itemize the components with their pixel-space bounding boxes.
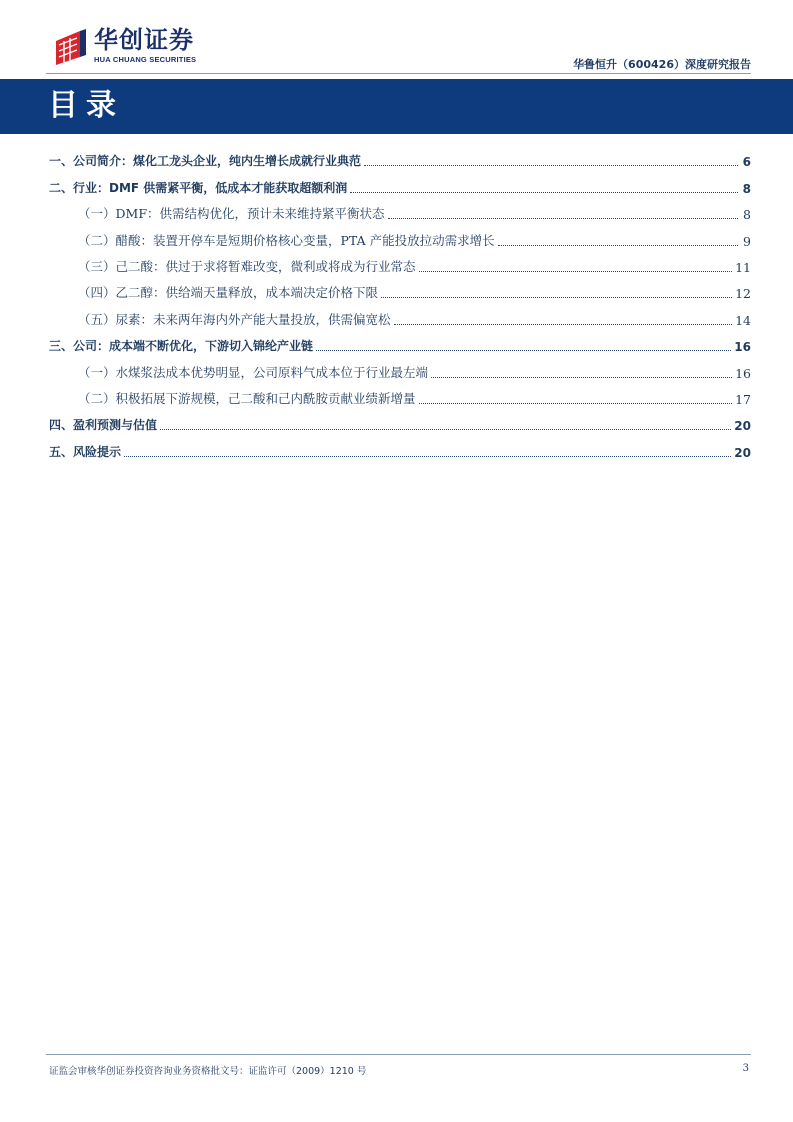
toc-entry-title: （三）己二酸：供过于求将暂难改变，微利或将成为行业常态	[78, 258, 416, 274]
toc-entry[interactable]	[49, 384, 751, 410]
header-divider	[46, 73, 751, 74]
brand-name: 华创证券	[94, 26, 194, 54]
toc-entry[interactable]	[49, 304, 751, 330]
toc-entry-page: 11	[735, 259, 751, 275]
toc-entry-title: （一）DMF：供需结构优化，预计未来维持紧平衡状态	[78, 206, 385, 222]
footer-divider	[46, 1054, 751, 1055]
huachuang-logo-icon	[50, 27, 90, 67]
toc-entry-page: 12	[735, 286, 751, 302]
toc-entry-page: 16	[735, 365, 751, 381]
toc-entry[interactable]	[49, 331, 751, 357]
toc-entry[interactable]	[49, 146, 751, 172]
toc-entry-title: 四、盈利预测与估值	[49, 418, 158, 433]
toc-entry-title: 一、公司简介：煤化工龙头企业，纯内生增长成就行业典范	[49, 154, 362, 169]
toc-entry-page: 8	[742, 181, 751, 196]
toc-entry-page: 20	[734, 445, 751, 460]
footer-disclaimer: 证监会审核华创证券投资咨询业务资格批文号：证监许可（2009）1210 号	[49, 1066, 367, 1077]
table-of-contents	[49, 146, 751, 463]
toc-entry-title: （二）积极拓展下游规模，己二酸和己内酰胺贡献业绩新增量	[78, 390, 416, 406]
brand-name-english: HUA CHUANG SECURITIES	[94, 55, 197, 64]
toc-dot-leader	[381, 297, 732, 298]
toc-dot-leader	[498, 245, 738, 246]
toc-entry[interactable]	[49, 252, 751, 278]
toc-entry-page: 20	[734, 419, 751, 434]
section-banner	[0, 79, 793, 134]
toc-entry-page: 9	[743, 233, 751, 249]
toc-entry-title: （四）乙二醇：供给端天量释放，成本端决定价格下限	[78, 285, 379, 301]
toc-entry-title: 五、风险提示	[49, 444, 122, 459]
toc-entry[interactable]	[49, 172, 751, 198]
page-header	[0, 0, 793, 76]
toc-entry[interactable]	[49, 436, 751, 462]
toc-dot-leader	[388, 218, 739, 219]
toc-entry-title: （二）醋酸：装置开停车是短期价格核心变量，PTA 产能投放拉动需求增长	[78, 232, 495, 248]
report-title: 华鲁恒升（600426）深度研究报告	[573, 58, 751, 71]
toc-entry-page: 14	[735, 312, 751, 328]
toc-entry[interactable]	[49, 199, 751, 225]
toc-entry-title: （一）水煤浆法成本优势明显，公司原料气成本位于行业最左端	[78, 364, 429, 380]
page-number: 3	[742, 1063, 749, 1074]
toc-entry-page: 8	[743, 207, 751, 223]
toc-entry-title: 三、公司：成本端不断优化，下游切入锦纶产业链	[49, 339, 314, 354]
toc-dot-leader	[431, 377, 732, 378]
toc-dot-leader	[419, 403, 733, 404]
toc-dot-leader	[364, 165, 738, 166]
toc-entry-title: （五）尿素：未来两年海内外产能大量投放，供需偏宽松	[78, 311, 391, 327]
toc-dot-leader	[316, 350, 731, 351]
page-title: 目录	[48, 88, 124, 123]
toc-entry-page: 6	[742, 155, 751, 170]
toc-entry[interactable]	[49, 357, 751, 383]
toc-entry[interactable]	[49, 410, 751, 436]
toc-entry-title: 二、行业：DMF 供需紧平衡，低成本才能获取超额利润	[49, 180, 348, 195]
toc-entry-page: 16	[734, 340, 751, 355]
toc-dot-leader	[350, 192, 738, 193]
toc-entry[interactable]	[49, 278, 751, 304]
toc-dot-leader	[124, 456, 731, 457]
toc-entry-page: 17	[735, 391, 751, 407]
toc-entry[interactable]	[49, 225, 751, 251]
toc-dot-leader	[419, 271, 733, 272]
toc-dot-leader	[394, 324, 733, 325]
toc-dot-leader	[160, 429, 731, 430]
